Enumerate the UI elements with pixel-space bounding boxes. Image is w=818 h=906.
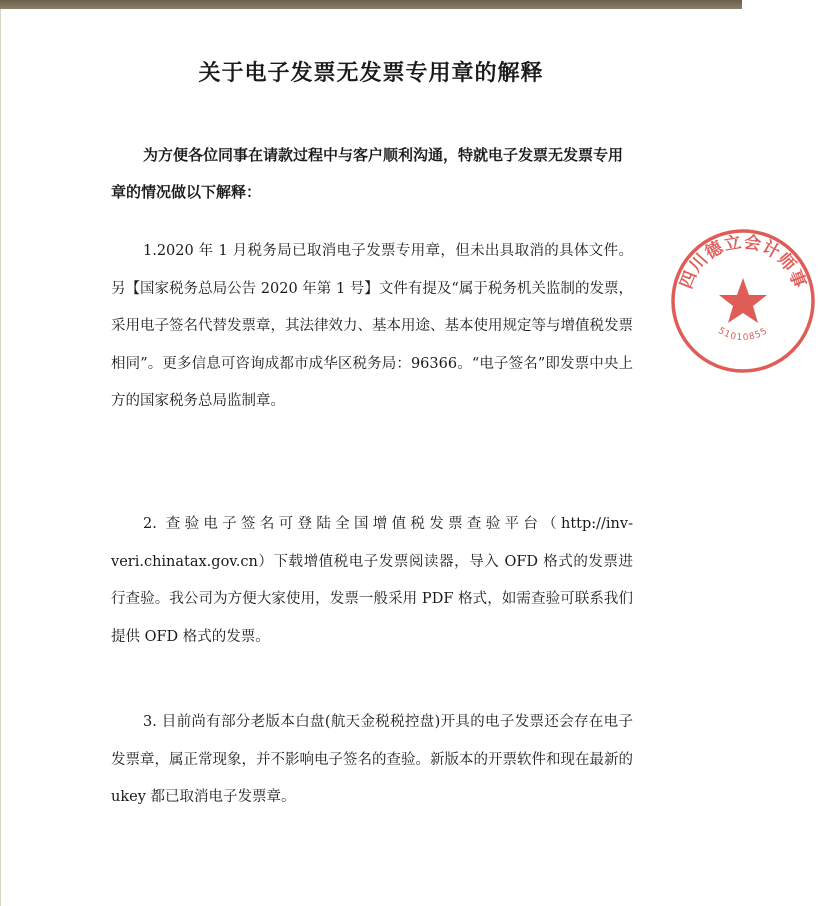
seal-number: 51010855 — [716, 326, 770, 344]
company-seal — [668, 226, 818, 376]
intro-paragraph: 为方便各位同事在请款过程中与客户顺利沟通，特就电子发票无发票专用章的情况做以下解释： — [111, 146, 624, 201]
paragraph-3: 3. 目前尚有部分老版本白盘(航天金税税控盘)开具的电子发票还会存在电子发票章，属正常现象，并不影响电子签名的查验。新版本的开票软件和现在最新的 ukey 都已取消电子发票章。 — [111, 714, 633, 805]
page-edge — [0, 9, 1, 906]
page-title: 关于电子发票无发票专用章的解释 — [198, 61, 544, 86]
top-border — [0, 0, 742, 9]
paragraph-1: 1.2020 年 1 月税务局已取消电子发票专用章，但未出具取消的具体文件。另【国家税务总局公告 2020 年第 1 号】文件有提及“属于税务机关监制的发票，采用电子签名代替发票章，其法律效力、基本用途、基本使用规定等与增值税发票相同”。更多信息可咨询成都市成华区税务局：96366。“电子签名”即发票中央上方的国家税务总局监制章。 — [111, 243, 633, 409]
paragraph-2: 2. 查验电子签名可登陆全国增值税发票查验平台（http://inv-veri.chinatax.gov.cn）下载增值税电子发票阅读器，导入 OFD 格式的发票进行查验。我公司为方便大家使用，发票一般采用 PDF 格式，如需查验可联系我们提供 OFD 格式的发票。 — [111, 516, 633, 645]
seal-text: 四川德立会计师事 — [676, 232, 810, 292]
svg-text:51010855 — [716, 326, 770, 343]
